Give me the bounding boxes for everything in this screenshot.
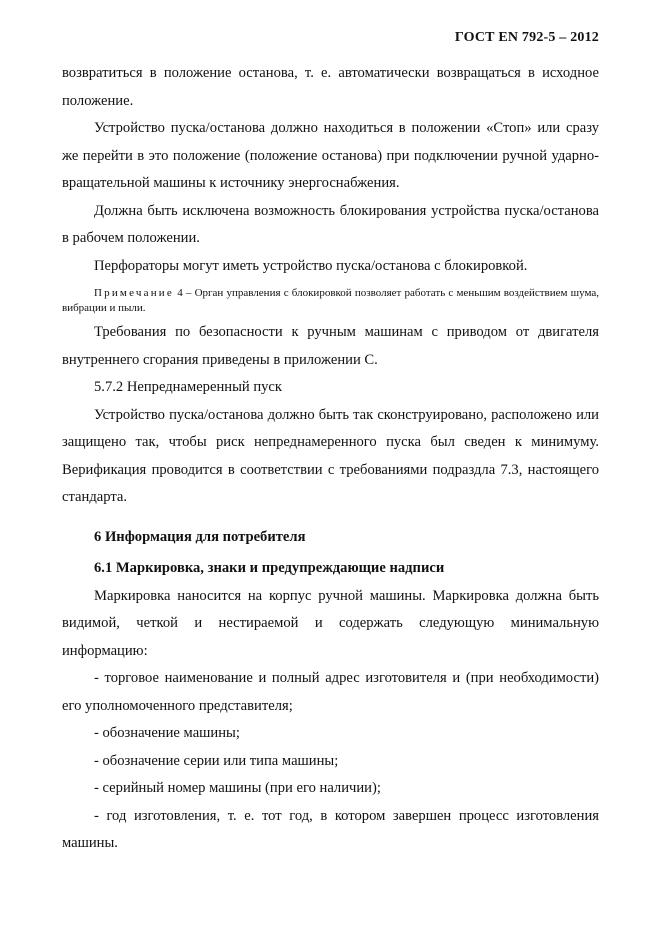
list-item: - обозначение серии или типа машины;	[94, 752, 339, 769]
list-item: - обозначение машины;	[94, 725, 240, 741]
paragraph-perforators-lock: Перфораторы могут иметь устройство пуска/останова с блокировкой.	[94, 257, 528, 274]
paragraph-unintended-start: Устройство пуска/останова должно быть так сконструировано, расположено или защищено так, чтобы риск непреднамеренного пуска был сведен к минимуму. Верификация проводится в соответствии с требованиями подраздла 7.3, настоящего стандарта.	[62, 406, 599, 505]
note-label: Примечание	[94, 287, 174, 299]
section-6-title: 6 Информация для потребителя	[94, 528, 306, 545]
paragraph-continuation: возвратиться в положение останова, т. е. автоматически возвращаться в исходное положение.	[62, 65, 599, 109]
paragraph-ice-requirements: Требования по безопасности к ручным машинам с приводом от двигателя внутреннего сгорания приведены в приложении С.	[62, 324, 599, 368]
clause-5-7-2-title: 5.7.2 Непреднамеренный пуск	[94, 379, 283, 395]
paragraph-marking-intro: Маркировка наносится на корпус ручной машины. Маркировка должна быть видимой, четкой и нестираемой и содержать следующую минимальную информацию:	[62, 587, 599, 659]
list-item: - год изготовления, т. е. тот год, в котором завершен процесс изготовления машины.	[62, 807, 599, 851]
note-4	[62, 286, 599, 315]
paragraph-start-stop-position: Устройство пуска/останова должно находиться в положении «Стоп» или сразу же перейти в это положение (положение останова) при подключении ручной ударно-вращательной машины к источнику энергоснабжения.	[62, 120, 599, 191]
paragraph-blocking-excluded: Должна быть исключена возможность блокирования устройства пуска/останова в рабочем положении.	[62, 202, 599, 246]
list-item: - торговое наименование и полный адрес изготовителя и (при необходимости) его уполномоченного представителя;	[62, 670, 599, 714]
section-6-1-title: 6.1 Маркировка, знаки и предупреждающие надписи	[94, 560, 445, 576]
document-body	[62, 60, 599, 858]
note-text: 4 – Орган управления с блокировкой позволяет работать с меньшим воздействием шума, вибрации и пыли.	[62, 287, 600, 314]
list-item: - серийный номер машины (при его наличии);	[94, 780, 381, 796]
standard-header: ГОСТ EN 792-5 – 2012	[454, 30, 599, 45]
